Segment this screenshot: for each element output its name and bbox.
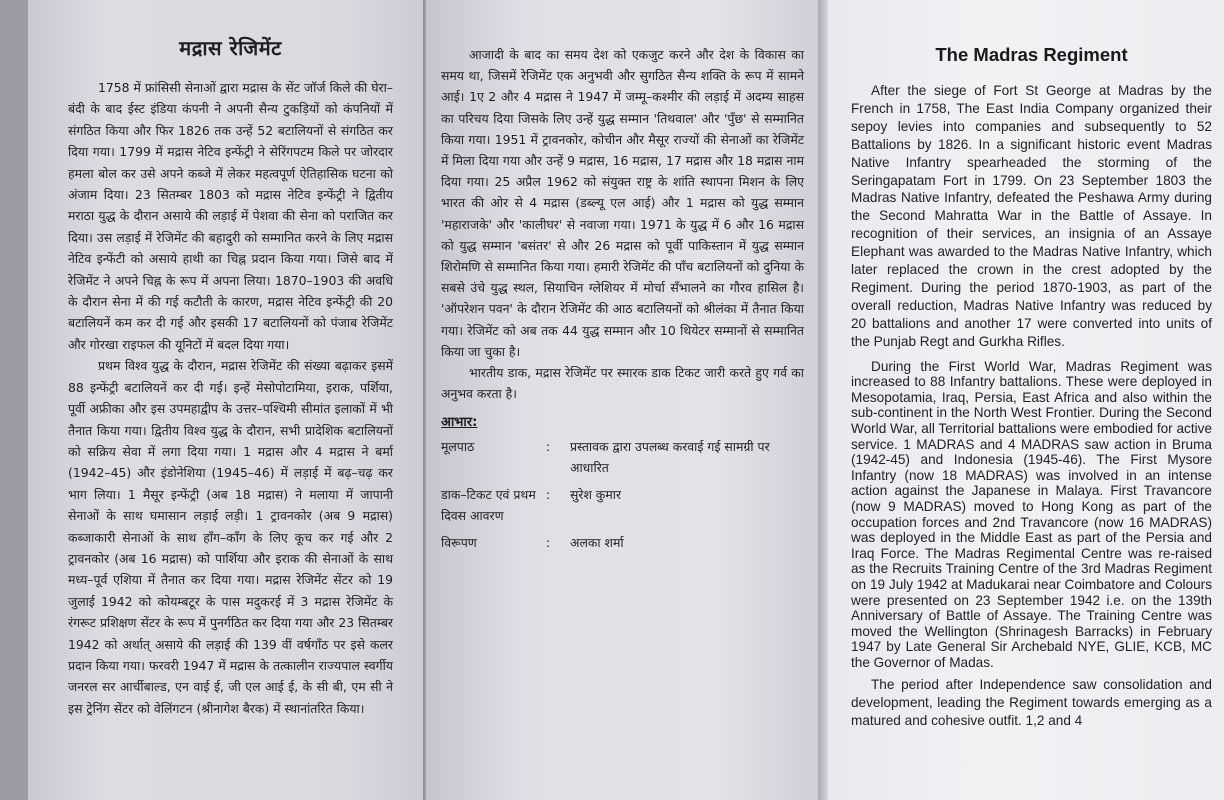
english-paragraph-3: The period after Independence saw consolidation and development, leading the Regiment towards emerging as a matured and cohesive outfit. 1,2 and 4 — [851, 677, 1212, 729]
ack-value: सुरेश कुमार — [570, 487, 622, 503]
hindi-paragraph-2: प्रथम विश्व युद्ध के दौरान, मद्रास रेजिमेंट की संख्या बढ़ाकर इसमें 88 इन्फेंट्री बटालियनें कर दी गई। इन्हें मेसोपोटामिया, इराक, पर्शिया, पूर्वी अफ्रीका और इस उपमहाद्वीप के उत्तर–पश्चिमी सीमांत इलाकों में भी तैनात किया गया। द्वितीय विश्व युद्ध के दौरान, सभी प्रादेशिक बटालियनों को सक्रिय सेवा में लगा दिया गया। 1 मद्रास और 4 मद्रास ने बर्मा (1942–45) और इंडोनेशिया (1945–46) में लड़ाई में बढ़–चढ़ कर भाग लिया। 1 मैसूर इन्फेंट्री (अब 18 मद्रास) ने मलाया में जापानी सेनाओं के साथ घमासान लड़ाई लड़ी। 1 ट्रावनकोर (अब 9 मद्रास) कब्जाकारी सेनाओं के साथ हाँग–काँग के लिए कूच कर गई और 2 ट्रावनकोर (अब 16 मद्रास) को पार्शिया और इराक की सेनाओं के साथ मध्य–पूर्व एशिया में तैनात कर दिया गया। मद्रास रेजिमेंट सेंटर को 19 जुलाई 1942 को कोयम्बटूर के पास मदुकरई में 3 मद्रास रेजिमेंट के रंगरूट प्रशिक्षण सेंटर के रूप में पुनर्गठित कर दिया गया और 23 सितम्बर 1942 को अर्थात् असाये की लड़ाई की 139 वीं वर्षगाँठ पर इसे कलर प्रदान किया गया। फरवरी 1947 में मद्रास के तत्कालीन राज्यपाल स्वर्गीय जनरल सर आर्चीबाल्ड, एन वाई ई, जी एल आई ई, के सी बी, एम सी ने इस ट्रेनिंग सेंटर को वेलिंगटन (श्रीनागेश बैरक) में स्थानांतरित किया। — [68, 358, 393, 716]
acknowledgement-list — [441, 436, 804, 553]
english-page — [828, 0, 1224, 800]
english-paragraph-2: During the First World War, Madras Regiment was increased to 88 Infantry battalions. These were deployed in Mesopotamia, Iraq, Persia, East Africa and also within the sub-continent in the North West Frontier. During the Second World War, all Territorial battalions were embodied for active service. 1 MADRAS and 4 MADRAS saw action in Bruma (1942-45) and Indonesia (1945-46). The First Mysore Infantry (now 18 MADRAS) was involved in an intense action against the Japanese in Malaya. First Travancore (now 9 MADRAS) moved to Hong Kong as part of the occupation forces and 2nd Travancore (now 16 MADRAS) was deployed in the Middle East as part of the Persia and Iraq Force. The Madras Regimental Centre was re-raised as the Recruits Training Centre of the 3rd Madras Regiment on 19 July 1942 at Madukarai near Coimbatore and Colours were presented on 23 September 1942 i.e. on the 139th Anniversary of Battle of Assaye. The Training Centre was moved the Wellington (Shrinagesh Barracks) in February 1947 by Late General Sir Archebald NYE, GLIE, KCB, MC the Governor of Madas. — [851, 358, 1212, 670]
hindi-page-left — [28, 0, 423, 800]
hindi-continuation-paragraph-1: आजादी के बाद का समय देश को एकजुट करने और देश के विकास का समय था, जिसमें रेजिमेंट एक अनुभवी और सुगठित सैन्य शक्ति के रूप में सामने आई। 1ए 2 और 4 मद्रास ने 1947 में जम्मू–कश्मीर की लड़ाई में अदम्य साहस का परिचय दिया जिसके लिए उन्हें युद्ध सम्मान 'तिथवाल' और 'पुँछ' से सम्मानित किया गया। 1951 में ट्रावनकोर, कोचीन और मैसूर राज्यों की सेनाओं का रेजिमेंट में मिला दिया गया और उन्हें 9 मद्रास, 16 मद्रास, 17 मद्रास और 18 मद्रास नाम दिया गया। 25 अप्रैल 1962 को संयुक्त राष्ट्र के शांति स्थापना मिशन के लिए भारत की ओर से 4 मद्रास (डब्ल्यू एल आई) और 1 मद्रास को युद्ध सम्मान 'महाराजके' और 'कालीघर' से नवाजा गया। 1971 के युद्ध में 6 और 16 मद्रास को युद्ध सम्मान 'बसंतर' से और 26 मद्रास को पूर्वी पाकिस्तान में युद्ध सम्मान शिरोमणि से सम्मानित किया गया। हमारी रेजिमेंट की पाँच बटालियनों को दुनिया के सबसे उंचे युद्ध स्थल, सियाचिन ग्लेशियर में मोर्चा सँभालने का गौरव हासिल है। 'ऑपरेशन पवन' के दौरान रेजिमेंट की आठ बटालियनों को श्रीलंका में तैनात किया गया। रेजिमेंट को अब तक 44 युद्ध सम्मान और 10 थियेटर सम्मानों से सम्मानित किया जा चुका है। — [441, 47, 804, 359]
english-paragraph-1: After the siege of Fort St George at Madras by the French in 1758, The East India Company organized their sepoy levies into companies and subsequently to 52 Battalions by 1826. In a significant historic event Madras Native Infantry spearheaded the storming of the Seringapatam Fort in 1799. On 23 September 1803 the Madras Native Infantry, defeated the Peshawa Army during the Second Mahratta War in the Battle of Assaye. In recognition of their services, an insignia of an Assaye Elephant was awarded to the Madras Native Infantry, which later replaced the crown in the crest adopted by the Regiment. During the period 1870-1903, as part of the overall reduction, Madras Native Infantry was reduced by 20 battalions and another 17 were converted into units of the Punjab Regt and Gurkha Rifles. — [851, 83, 1212, 349]
ack-label: डाक–टिकट एवं प्रथम दिवस आवरण — [441, 487, 536, 524]
acknowledgement-row — [441, 532, 804, 553]
acknowledgement-heading: आभार: — [441, 415, 478, 431]
hindi-paragraph-1: 1758 में फ्रांसिसी सेनाओं द्वारा मद्रास के सेंट जॉर्ज किले की घेरा–बंदी के बाद ईस्ट इंडिया कंपनी ने अपनी सैन्य टुकड़ियों को कंपनियों में संगठित किया और फिर 1826 तक उन्हें 52 बटालियनों से संगठित कर दिया गया। 1799 में मद्रास नेटिव इन्फेंट्री ने सेरिंगपटम किले पर जोरदार हमला बोल कर उसे अपने कब्जे में लेकर महत्वपूर्ण ऐतिहासिक घटना को अंजाम दिया। 23 सितम्बर 1803 को मद्रास नेटिव इन्फेंट्री ने द्वितीय मराठा युद्ध के दौरान असाये की लड़ाई में पेशवा की सेना को पराजित कर दिया। उस लड़ाई में रेजिमेंट की बहादुरी को सम्मानित करने के लिए मद्रास नेटिव इन्फेंटी को असाये हाथी का चिह्न प्रदान किया गया। जिसे बाद में रेजिमेंट ने अपने चिह्न के रूप में अपना लिया। 1870–1903 की अवधि के दौरान सेना में की गई कटौती के कारण, मद्रास नेटिव इन्फेंट्री की 20 बटालियनें कम कर दी गई और इसकी 17 बटालियनों को पंजाब रेजिमेंट और गोरखा राइफल की यूनिटों में बदल दिया गया। — [68, 80, 393, 352]
ack-separator: : — [546, 535, 551, 551]
ack-label: मूलपाठ — [441, 439, 475, 455]
hindi-page-title: मद्रास रेजिमेंट — [179, 36, 282, 60]
hindi-continuation-paragraph-2: भारतीय डाक, मद्रास रेजिमेंट पर स्मारक डाक टिकट जारी करते हुए गर्व का अनुभव करता है। — [441, 365, 804, 402]
ack-separator: : — [546, 439, 551, 455]
hindi-page-middle — [426, 0, 818, 800]
page-fold — [818, 0, 828, 800]
ack-value: प्रस्तावक द्वारा उपलब्ध करवाई गई सामग्री पर आधारित — [570, 439, 770, 476]
ack-value: अलका शर्मा — [570, 535, 624, 551]
english-page-title: The Madras Regiment — [935, 44, 1128, 65]
ack-label: विरूपण — [441, 535, 477, 551]
acknowledgement-row — [441, 436, 804, 478]
acknowledgement-row — [441, 484, 804, 526]
ack-separator: : — [546, 487, 551, 503]
